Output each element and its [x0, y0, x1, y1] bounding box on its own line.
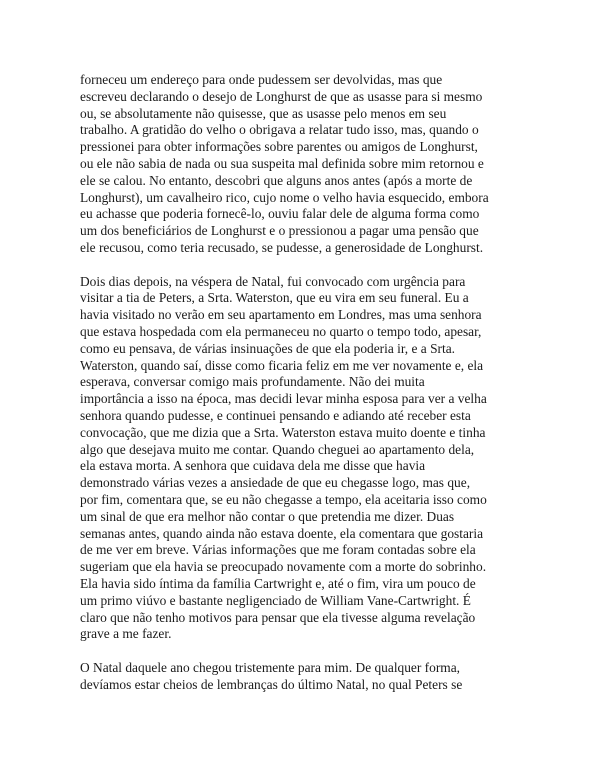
text-line: um primo viúvo e bastante negligenciado de William Vane-Cartwright. É — [80, 592, 471, 608]
text-line: por fim, comentara que, se eu não chegasse a tempo, ela aceitaria isso como — [80, 491, 487, 507]
paragraph — [80, 660, 528, 694]
paragraph — [80, 274, 528, 644]
text-line: um sinal de que era melhor não contar o que pretendia me dizer. Duas — [80, 508, 455, 524]
paragraph — [80, 72, 528, 257]
text-line: ele se calou. No entanto, descobri que alguns anos antes (após a morte de — [80, 172, 473, 188]
text-line: algo que desejava muito me contar. Quando cheguei ao apartamento dela, — [80, 441, 475, 457]
text-line: forneceu um endereço para onde pudessem ser devolvidas, mas que — [80, 72, 443, 87]
text-line: escreveu declarando o desejo de Longhurst de que as usasse para si mesmo — [80, 88, 483, 104]
text-line: um dos beneficiários de Longhurst e o pressionou a pagar uma pensão que — [80, 223, 479, 239]
text-line: Ela havia sido íntima da família Cartwright e, até o fim, vira um pouco de — [80, 575, 476, 591]
text-line: ou, se absolutamente não quisesse, que as usasse pelo menos em seu — [80, 105, 447, 121]
text-line: senhora quando pudesse, e continuei pensando e adiando até receber esta — [80, 407, 471, 423]
text-line: grave a me fazer. — [80, 626, 172, 642]
text-line: convocação, que me dizia que a Srta. Waterston estava muito doente e tinha — [80, 424, 486, 440]
text-line: Dois dias depois, na véspera de Natal, fui convocado com urgência para — [80, 273, 466, 289]
text-line: Waterston, quando saí, disse como ficaria feliz em me ver novamente e, ela — [80, 357, 484, 373]
text-line: ou ele não sabia de nada ou sua suspeita mal definida sobre mim retornou e — [80, 155, 484, 171]
text-line: de me ver em breve. Várias informações que me foram contadas sobre ela — [80, 542, 476, 558]
text-line: esperava, conversar comigo mais profundamente. Não dei muita — [80, 374, 425, 390]
text-line: importância a isso na época, mas decidi levar minha esposa para ver a velha — [80, 391, 487, 407]
text-line: que estava hospedada com ela permaneceu no quarto o tempo todo, apesar, — [80, 323, 482, 339]
text-line: demonstrado várias vezes a ansiedade de que eu chegasse logo, mas que, — [80, 475, 471, 491]
text-line: ele recusou, como teria recusado, se pudesse, a generosidade de Longhurst. — [80, 239, 484, 255]
text-line: eu achasse que poderia fornecê-lo, ouviu falar dele de alguma forma como — [80, 206, 480, 222]
body-text — [80, 72, 528, 710]
text-line: semanas antes, quando ainda não estava doente, ela comentara que gostaria — [80, 525, 484, 541]
text-line: visitar a tia de Peters, a Srta. Waterston, que eu vira em seu funeral. Eu a — [80, 290, 469, 306]
text-line: trabalho. A gratidão do velho o obrigava a relatar tudo isso, mas, quando o — [80, 122, 479, 138]
text-line: como eu pensava, de várias insinuações de que ela poderia ir, e a Srta. — [80, 340, 455, 356]
text-line: O Natal daquele ano chegou tristemente para mim. De qualquer forma, — [80, 659, 460, 675]
text-line: sugeriam que ela havia se preocupado novamente com a morte do sobrinho. — [80, 559, 487, 575]
text-line: claro que não tenho motivos para pensar que ela tivesse alguma revelação — [80, 609, 476, 625]
text-line: Longhurst), um cavalheiro rico, cujo nome o velho havia esquecido, embora — [80, 189, 489, 205]
text-line: devíamos estar cheios de lembranças do último Natal, no qual Peters se — [80, 676, 463, 692]
text-line: ela estava morta. A senhora que cuidava dela me disse que havia — [80, 458, 426, 474]
text-line: pressionei para obter informações sobre parentes ou amigos de Longhurst, — [80, 139, 478, 155]
text-line: havia visitado no verão em seu apartamento em Londres, mas uma senhora — [80, 307, 482, 323]
